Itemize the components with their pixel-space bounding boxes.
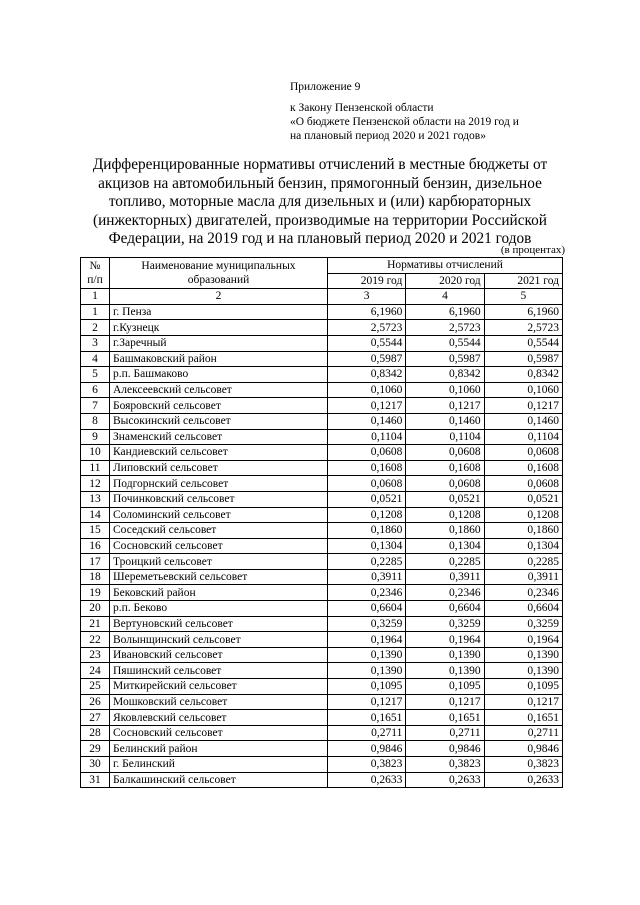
heading-line: Федерации, на 2019 год и на плановый период 2020 и 2021 годов [108, 230, 532, 247]
row-number: 10 [81, 445, 110, 461]
row-name: Починковский сельсовет [110, 491, 328, 507]
table-row [81, 367, 563, 383]
value-2020: 0,1208 [406, 507, 484, 523]
value-2021: 0,2711 [484, 725, 562, 741]
value-2021: 0,8342 [484, 367, 562, 383]
header-name [110, 258, 328, 289]
row-number: 16 [81, 538, 110, 554]
row-number: 3 [81, 335, 110, 351]
value-2020: 0,1060 [406, 382, 484, 398]
header-year-2021: 2021 год [484, 273, 562, 289]
value-2021: 0,1304 [484, 538, 562, 554]
row-number: 29 [81, 741, 110, 757]
header-number-line2: п/п [87, 274, 103, 287]
row-name: Башмаковский район [110, 351, 328, 367]
row-name: Белинский район [110, 741, 328, 757]
value-2021: 0,2633 [484, 772, 562, 788]
value-2021: 0,1608 [484, 460, 562, 476]
value-2019: 0,5544 [328, 335, 406, 351]
table-header-row [81, 258, 563, 274]
row-number: 26 [81, 694, 110, 710]
row-number: 17 [81, 554, 110, 570]
row-name: Пяшинский сельсовет [110, 663, 328, 679]
value-2019: 0,1390 [328, 663, 406, 679]
row-name: г. Белинский [110, 757, 328, 773]
value-2021: 0,1060 [484, 382, 562, 398]
value-2019: 0,2711 [328, 725, 406, 741]
value-2019: 0,2346 [328, 585, 406, 601]
table-row [81, 632, 563, 648]
row-number: 25 [81, 679, 110, 695]
row-name: Алексеевский сельсовет [110, 382, 328, 398]
table-row [81, 460, 563, 476]
row-number: 14 [81, 507, 110, 523]
row-name: Подгорнский сельсовет [110, 476, 328, 492]
appendix-line: на плановый период 2020 и 2021 годов» [290, 130, 486, 142]
value-2020: 0,3911 [406, 569, 484, 585]
row-name: Соломинский сельсовет [110, 507, 328, 523]
row-name: Миткирейский сельсовет [110, 679, 328, 695]
value-2019: 0,1060 [328, 382, 406, 398]
value-2020: 0,1460 [406, 413, 484, 429]
row-name: р.п. Беково [110, 601, 328, 617]
row-number: 5 [81, 367, 110, 383]
value-2020: 0,1217 [406, 398, 484, 414]
header-norms-group: Нормативы отчислений [328, 258, 563, 274]
value-2019: 0,1651 [328, 710, 406, 726]
value-2021: 0,2346 [484, 585, 562, 601]
value-2019: 0,1217 [328, 694, 406, 710]
value-2020: 0,2633 [406, 772, 484, 788]
table-row [81, 382, 563, 398]
value-2020: 6,1960 [406, 304, 484, 320]
value-2021: 0,1651 [484, 710, 562, 726]
value-2020: 0,1104 [406, 429, 484, 445]
row-number: 21 [81, 616, 110, 632]
value-2019: 0,3259 [328, 616, 406, 632]
value-2019: 0,2633 [328, 772, 406, 788]
row-number: 23 [81, 647, 110, 663]
row-name: Липовский сельсовет [110, 460, 328, 476]
row-number: 31 [81, 772, 110, 788]
value-2019: 0,1104 [328, 429, 406, 445]
appendix-block [290, 80, 519, 143]
column-index: 2 [110, 289, 328, 305]
header-number [81, 258, 110, 289]
value-2021: 0,6604 [484, 601, 562, 617]
row-number: 22 [81, 632, 110, 648]
value-2019: 0,6604 [328, 601, 406, 617]
table-row [81, 398, 563, 414]
row-name: Бековский район [110, 585, 328, 601]
value-2021: 0,1390 [484, 663, 562, 679]
table-row [81, 647, 563, 663]
value-2020: 2,5723 [406, 320, 484, 336]
value-2020: 0,9846 [406, 741, 484, 757]
value-2020: 0,3823 [406, 757, 484, 773]
row-name: Яковлевский сельсовет [110, 710, 328, 726]
column-index: 1 [81, 289, 110, 305]
value-2019: 0,9846 [328, 741, 406, 757]
value-2021: 0,1460 [484, 413, 562, 429]
value-2021: 0,1104 [484, 429, 562, 445]
table-row [81, 351, 563, 367]
value-2019: 0,0608 [328, 476, 406, 492]
row-number: 7 [81, 398, 110, 414]
value-2020: 0,1651 [406, 710, 484, 726]
value-2019: 2,5723 [328, 320, 406, 336]
table-row [81, 445, 563, 461]
value-2019: 0,0521 [328, 491, 406, 507]
value-2020: 0,2346 [406, 585, 484, 601]
value-2020: 0,2285 [406, 554, 484, 570]
value-2020: 0,1217 [406, 694, 484, 710]
row-number: 20 [81, 601, 110, 617]
row-name: г.Заречный [110, 335, 328, 351]
value-2020: 0,0608 [406, 476, 484, 492]
value-2019: 6,1960 [328, 304, 406, 320]
row-number: 4 [81, 351, 110, 367]
row-name: Соседский сельсовет [110, 523, 328, 539]
value-2021: 2,5723 [484, 320, 562, 336]
value-2021: 0,3823 [484, 757, 562, 773]
table-row [81, 335, 563, 351]
value-2020: 0,0608 [406, 445, 484, 461]
table-row [81, 429, 563, 445]
table-row [81, 476, 563, 492]
value-2020: 0,6604 [406, 601, 484, 617]
header-number-line1: № [89, 260, 101, 273]
value-2021: 0,3911 [484, 569, 562, 585]
column-index-row [81, 289, 563, 305]
row-number: 13 [81, 491, 110, 507]
column-index: 5 [484, 289, 562, 305]
table-row [81, 757, 563, 773]
table-row [81, 523, 563, 539]
row-name: Высокинский сельсовет [110, 413, 328, 429]
column-index: 4 [406, 289, 484, 305]
row-number: 11 [81, 460, 110, 476]
value-2019: 0,1860 [328, 523, 406, 539]
value-2021: 0,0521 [484, 491, 562, 507]
value-2020: 0,1964 [406, 632, 484, 648]
unit-note: (в процентах) [500, 244, 565, 256]
value-2019: 0,1390 [328, 647, 406, 663]
table-row [81, 663, 563, 679]
value-2021: 0,0608 [484, 476, 562, 492]
table-row [81, 679, 563, 695]
document-heading [82, 156, 558, 249]
value-2019: 0,0608 [328, 445, 406, 461]
value-2020: 0,1095 [406, 679, 484, 695]
value-2021: 0,3259 [484, 616, 562, 632]
row-number: 24 [81, 663, 110, 679]
value-2020: 0,5987 [406, 351, 484, 367]
value-2021: 0,1217 [484, 398, 562, 414]
value-2020: 0,5544 [406, 335, 484, 351]
table-row [81, 616, 563, 632]
value-2021: 0,1095 [484, 679, 562, 695]
row-number: 15 [81, 523, 110, 539]
table-row [81, 507, 563, 523]
table-row [81, 304, 563, 320]
value-2021: 0,5544 [484, 335, 562, 351]
row-name: Шереметьевский сельсовет [110, 569, 328, 585]
row-number: 12 [81, 476, 110, 492]
table-row [81, 554, 563, 570]
value-2019: 0,1460 [328, 413, 406, 429]
table-row [81, 320, 563, 336]
row-number: 1 [81, 304, 110, 320]
header-name-line2: образований [187, 274, 250, 287]
row-name: Вертуновский сельсовет [110, 616, 328, 632]
value-2019: 0,5987 [328, 351, 406, 367]
table-row [81, 601, 563, 617]
value-2020: 0,1608 [406, 460, 484, 476]
value-2021: 6,1960 [484, 304, 562, 320]
row-number: 28 [81, 725, 110, 741]
norms-table [80, 257, 563, 788]
row-name: Ивановский сельсовет [110, 647, 328, 663]
value-2021: 0,2285 [484, 554, 562, 570]
value-2021: 0,1208 [484, 507, 562, 523]
row-name: Кандиевский сельсовет [110, 445, 328, 461]
value-2020: 0,0521 [406, 491, 484, 507]
value-2021: 0,1390 [484, 647, 562, 663]
value-2020: 0,1390 [406, 663, 484, 679]
value-2021: 0,1217 [484, 694, 562, 710]
value-2020: 0,3259 [406, 616, 484, 632]
table-row [81, 585, 563, 601]
row-name: Бояровский сельсовет [110, 398, 328, 414]
table-row [81, 710, 563, 726]
value-2020: 0,8342 [406, 367, 484, 383]
value-2019: 0,1217 [328, 398, 406, 414]
table-row [81, 772, 563, 788]
value-2021: 0,0608 [484, 445, 562, 461]
header-year-2020: 2020 год [406, 273, 484, 289]
value-2021: 0,5987 [484, 351, 562, 367]
row-number: 30 [81, 757, 110, 773]
row-name: Сосновский сельсовет [110, 725, 328, 741]
value-2019: 0,3911 [328, 569, 406, 585]
row-name: Знаменский сельсовет [110, 429, 328, 445]
value-2020: 0,1390 [406, 647, 484, 663]
table-row [81, 694, 563, 710]
heading-line: Дифференцированные нормативы отчислений в местные бюджеты от [92, 156, 548, 173]
row-number: 8 [81, 413, 110, 429]
value-2021: 0,9846 [484, 741, 562, 757]
value-2019: 0,1208 [328, 507, 406, 523]
value-2019: 0,2285 [328, 554, 406, 570]
row-number: 27 [81, 710, 110, 726]
row-number: 19 [81, 585, 110, 601]
value-2019: 0,3823 [328, 757, 406, 773]
appendix-line: «О бюджете Пензенской области на 2019 год и [290, 116, 519, 128]
value-2020: 0,1304 [406, 538, 484, 554]
value-2019: 0,1095 [328, 679, 406, 695]
row-name: г.Кузнецк [110, 320, 328, 336]
row-name: Балкашинский сельсовет [110, 772, 328, 788]
header-name-line1: Наименование муниципальных [141, 260, 296, 273]
row-name: Мошковский сельсовет [110, 694, 328, 710]
row-name: р.п. Башмаково [110, 367, 328, 383]
table-row [81, 413, 563, 429]
column-index: 3 [328, 289, 406, 305]
heading-line: акцизов на автомобильный бензин, прямогонный бензин, дизельное [98, 174, 542, 192]
value-2020: 0,1860 [406, 523, 484, 539]
value-2021: 0,1860 [484, 523, 562, 539]
table-row [81, 538, 563, 554]
header-year-2019: 2019 год [328, 273, 406, 289]
heading-line: (инжекторных) двигателей, производимые на территории Российской [93, 211, 547, 229]
value-2019: 0,1964 [328, 632, 406, 648]
value-2020: 0,2711 [406, 725, 484, 741]
table-row [81, 741, 563, 757]
heading-line: топливо, моторные масла для дизельных и (или) карбюраторных [108, 193, 532, 210]
table-row [81, 491, 563, 507]
row-number: 2 [81, 320, 110, 336]
value-2019: 0,1304 [328, 538, 406, 554]
value-2021: 0,1964 [484, 632, 562, 648]
appendix-line: к Закону Пензенской области [290, 102, 434, 114]
row-number: 18 [81, 569, 110, 585]
row-number: 9 [81, 429, 110, 445]
table-row [81, 725, 563, 741]
appendix-title: Приложение 9 [290, 81, 361, 93]
row-name: г. Пенза [110, 304, 328, 320]
row-number: 6 [81, 382, 110, 398]
value-2019: 0,1608 [328, 460, 406, 476]
row-name: Троицкий сельсовет [110, 554, 328, 570]
row-name: Волынщинский сельсовет [110, 632, 328, 648]
table-row [81, 569, 563, 585]
value-2019: 0,8342 [328, 367, 406, 383]
row-name: Сосновский сельсовет [110, 538, 328, 554]
